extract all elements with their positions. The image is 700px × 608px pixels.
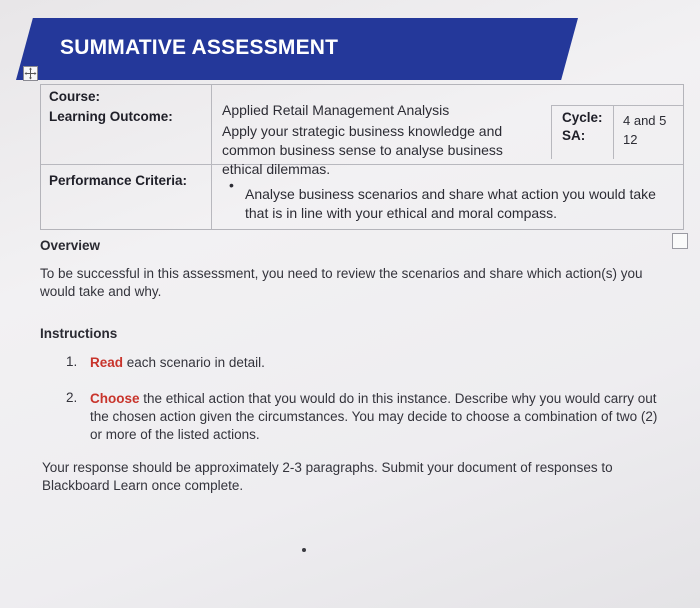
instruction-keyword-1: Read — [90, 355, 124, 370]
table-divider-vertical-2 — [551, 105, 552, 159]
learning-outcome-value: Apply your strategic business knowledge and common business sense to analyse business ethical dilemmas. — [222, 123, 503, 177]
sa-value: 12 — [623, 132, 638, 147]
cycle-label: Cycle: — [562, 110, 603, 125]
instruction-number-1: 1. — [66, 354, 78, 369]
page-title: SUMMATIVE ASSESSMENT — [60, 36, 339, 59]
table-move-handle-icon[interactable] — [23, 66, 38, 81]
learning-outcome-label: Learning Outcome: — [49, 109, 173, 124]
performance-criteria-label: Performance Criteria: — [49, 173, 188, 188]
stray-dot — [302, 548, 306, 552]
instruction-text-2: the ethical action that you would do in this instance. Describe why you would carry out the chosen action given the circumstances. You may decide to choose a combination of two (2) or more of the listed actions. — [90, 391, 658, 442]
course-label: Course: — [49, 89, 101, 104]
table-divider-horizontal-1 — [551, 105, 683, 106]
assessment-details-table — [40, 84, 684, 230]
cycle-value: 4 and 5 — [623, 113, 667, 128]
overview-heading: Overview — [40, 238, 101, 253]
instruction-item-1 — [90, 354, 650, 372]
checkbox-icon[interactable] — [672, 233, 688, 249]
table-divider-vertical-3 — [613, 105, 614, 159]
instruction-number-2: 2. — [66, 390, 78, 405]
instruction-text-1: each scenario in detail. — [123, 355, 265, 370]
table-divider-vertical-1 — [211, 85, 212, 229]
instruction-keyword-2: Choose — [90, 391, 140, 406]
course-value: Applied Retail Management Analysis — [222, 102, 450, 118]
bullet-icon: • — [229, 177, 234, 193]
instruction-item-2 — [90, 390, 660, 444]
response-instructions: Your response should be approximately 2-3 paragraphs. Submit your document of responses to Blackboard Learn once complete. — [42, 460, 613, 493]
performance-criteria-value: Analyse business scenarios and share what action you would take that is in line with your ethical and moral compass. — [245, 186, 656, 221]
sa-label: SA: — [562, 128, 586, 143]
overview-text: To be successful in this assessment, you need to review the scenarios and share which action(s) you would take and why. — [40, 266, 643, 299]
instructions-heading: Instructions — [40, 326, 118, 341]
